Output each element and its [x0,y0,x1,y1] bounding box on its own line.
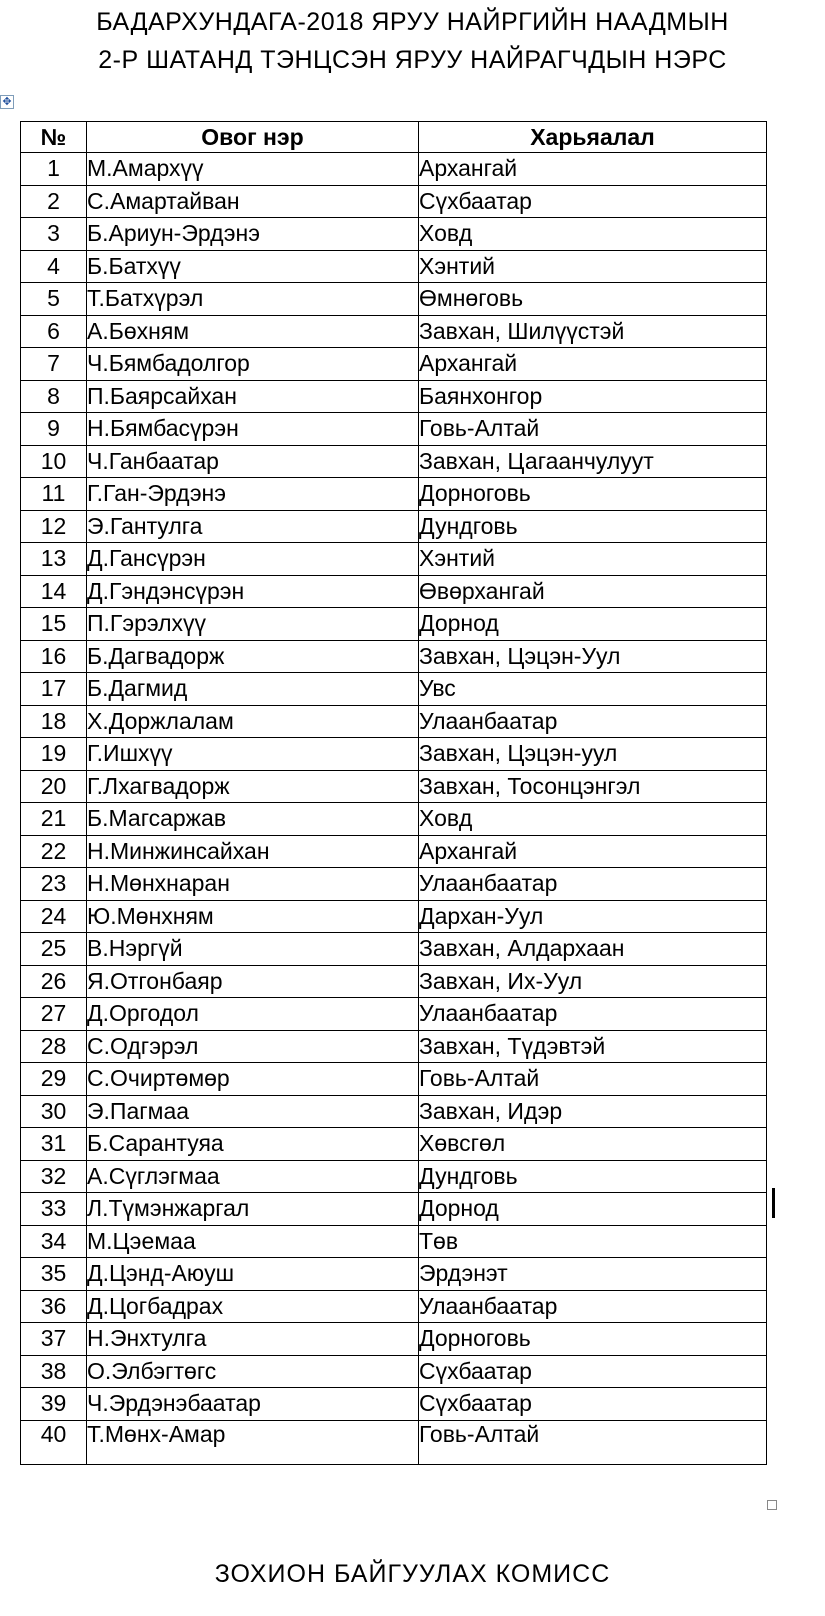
row-number-cell[interactable]: 32 [21,1160,87,1193]
poet-region-cell[interactable]: Архангай [419,835,767,868]
table-row [21,705,767,738]
table-row [21,1030,767,1063]
table-row [21,1095,767,1128]
row-number-cell[interactable]: 31 [21,1128,87,1161]
row-number-cell[interactable]: 8 [21,380,87,413]
poet-region-cell[interactable]: Архангай [419,348,767,381]
row-number-cell[interactable]: 4 [21,250,87,283]
poet-name-cell[interactable]: Н.Минжинсайхан [87,835,419,868]
poet-region-cell[interactable]: Увс [419,673,767,706]
poet-region-cell[interactable]: Улаанбаатар [419,1290,767,1323]
poet-region-cell[interactable]: Дорнод [419,608,767,641]
table-row [21,1388,767,1421]
row-number-cell[interactable]: 24 [21,900,87,933]
poet-name-cell[interactable]: В.Нэргүй [87,933,419,966]
poet-region-cell[interactable]: Говь-Алтай [419,1063,767,1096]
poet-name-cell[interactable]: Ч.Эрдэнэбаатар [87,1388,419,1421]
poet-name-cell[interactable]: О.Элбэгтөгс [87,1355,419,1388]
row-number-cell[interactable]: 10 [21,445,87,478]
poet-name-cell[interactable]: Г.Лхагвадорж [87,770,419,803]
row-number-cell[interactable]: 39 [21,1388,87,1421]
poet-name-cell[interactable]: Н.Мөнхнаран [87,868,419,901]
poet-name-cell[interactable]: С.Амартайван [87,185,419,218]
document-title-line1: БАДАРХУНДАГА-2018 ЯРУУ НАЙРГИЙН НААДМЫН [96,8,729,36]
table-row [21,835,767,868]
poet-name-cell[interactable]: Э.Пагмаа [87,1095,419,1128]
poet-region-cell[interactable]: Сүхбаатар [419,1388,767,1421]
row-number-cell[interactable]: 34 [21,1225,87,1258]
table-row [21,770,767,803]
row-number-cell[interactable]: 22 [21,835,87,868]
poet-name-cell[interactable]: Б.Дагмид [87,673,419,706]
poet-name-cell[interactable]: С.Очиртөмөр [87,1063,419,1096]
table-row [21,445,767,478]
table-row [21,348,767,381]
poet-region-cell[interactable]: Архангай [419,153,767,186]
poet-region-cell[interactable]: Завхан, Шилүүстэй [419,315,767,348]
poet-name-cell[interactable]: Г.Ишхүү [87,738,419,771]
row-number-cell[interactable]: 28 [21,1030,87,1063]
poet-name-cell[interactable]: М.Амархүү [87,153,419,186]
row-number-cell[interactable]: 3 [21,218,87,251]
table-row [21,803,767,836]
table-resize-handle-icon[interactable] [767,1500,777,1510]
poet-region-cell[interactable]: Завхан, Их-Уул [419,965,767,998]
table-row [21,673,767,706]
poet-name-cell[interactable]: А.Бөхням [87,315,419,348]
row-number-cell[interactable]: 14 [21,575,87,608]
poet-region-cell[interactable]: Эрдэнэт [419,1258,767,1291]
row-number-cell[interactable]: 18 [21,705,87,738]
poet-region-cell[interactable]: Завхан, Алдархаан [419,933,767,966]
poet-region-cell[interactable]: Хэнтий [419,543,767,576]
row-number-cell[interactable]: 7 [21,348,87,381]
poet-region-cell[interactable]: Завхан, Цагаанчулуут [419,445,767,478]
row-number-cell[interactable]: 9 [21,413,87,446]
poet-region-cell[interactable]: Говь-Алтай [419,413,767,446]
row-number-cell[interactable]: 30 [21,1095,87,1128]
poet-name-cell[interactable]: Я.Отгонбаяр [87,965,419,998]
poet-name-cell[interactable]: Б.Ариун-Эрдэнэ [87,218,419,251]
row-number-cell[interactable]: 23 [21,868,87,901]
poet-name-cell[interactable]: Д.Цэнд-Аюуш [87,1258,419,1291]
table-row [21,1420,767,1464]
table-row [21,640,767,673]
poet-region-cell[interactable]: Завхан, Идэр [419,1095,767,1128]
row-number-cell[interactable]: 35 [21,1258,87,1291]
poet-region-cell[interactable]: Дундговь [419,510,767,543]
poet-region-cell[interactable]: Ховд [419,803,767,836]
table-header-row [21,122,767,153]
poet-name-cell[interactable]: Х.Доржлалам [87,705,419,738]
table-row [21,1160,767,1193]
table-row [21,933,767,966]
row-number-cell[interactable]: 12 [21,510,87,543]
poet-name-cell[interactable]: Г.Ган-Эрдэнэ [87,478,419,511]
poet-name-cell[interactable]: Ч.Ганбаатар [87,445,419,478]
poet-region-cell[interactable]: Хөвсгөл [419,1128,767,1161]
poet-region-cell[interactable]: Дорноговь [419,1323,767,1356]
poet-name-cell[interactable]: Д.Гансүрэн [87,543,419,576]
poet-name-cell[interactable]: М.Цэемаа [87,1225,419,1258]
poet-region-cell[interactable]: Улаанбаатар [419,998,767,1031]
poet-name-cell[interactable]: Д.Гэндэнсүрэн [87,575,419,608]
poet-region-cell[interactable]: Ховд [419,218,767,251]
table-row [21,738,767,771]
poets-table [20,121,767,1465]
poet-name-cell[interactable]: Ч.Бямбадолгор [87,348,419,381]
poet-region-cell[interactable]: Улаанбаатар [419,868,767,901]
poet-region-cell[interactable]: Завхан, Цэцэн-Уул [419,640,767,673]
row-number-cell[interactable]: 20 [21,770,87,803]
poet-name-cell[interactable]: Л.Түмэнжаргал [87,1193,419,1226]
column-header-name: Овог нэр [87,122,419,153]
table-row [21,1258,767,1291]
poet-name-cell[interactable]: Б.Дагвадорж [87,640,419,673]
table-row [21,868,767,901]
table-row [21,1323,767,1356]
poet-region-cell[interactable]: Баянхонгор [419,380,767,413]
poet-region-cell[interactable]: Улаанбаатар [419,705,767,738]
row-number-cell[interactable]: 16 [21,640,87,673]
poet-name-cell[interactable]: Б.Магсаржав [87,803,419,836]
poet-region-cell[interactable]: Сүхбаатар [419,185,767,218]
document-title-line2: 2-Р ШАТАНД ТЭНЦСЭН ЯРУУ НАЙРАГЧДЫН НЭРС [98,46,727,74]
row-number-cell[interactable]: 6 [21,315,87,348]
poet-name-cell[interactable]: Т.Батхүрэл [87,283,419,316]
table-move-handle-icon[interactable]: ✥ [0,95,14,109]
table-row [21,1128,767,1161]
poet-region-cell[interactable]: Төв [419,1225,767,1258]
poet-name-cell[interactable]: А.Сүглэгмаа [87,1160,419,1193]
poet-name-cell[interactable]: Э.Гантулга [87,510,419,543]
table-row [21,413,767,446]
row-number-cell[interactable]: 37 [21,1323,87,1356]
table-row [21,1355,767,1388]
table-row [21,283,767,316]
row-number-cell[interactable]: 33 [21,1193,87,1226]
row-number-cell[interactable]: 27 [21,998,87,1031]
poet-name-cell[interactable]: П.Баярсайхан [87,380,419,413]
poet-region-cell[interactable]: Өмнөговь [419,283,767,316]
table-row [21,218,767,251]
row-number-cell[interactable]: 2 [21,185,87,218]
poet-name-cell[interactable]: Б.Батхүү [87,250,419,283]
row-number-cell[interactable]: 19 [21,738,87,771]
table-row [21,1063,767,1096]
row-number-cell[interactable]: 1 [21,153,87,186]
poet-region-cell[interactable]: Завхан, Түдэвтэй [419,1030,767,1063]
table-row [21,1225,767,1258]
poet-region-cell[interactable]: Говь-Алтай [419,1420,767,1464]
poet-region-cell[interactable]: Завхан, Цэцэн-уул [419,738,767,771]
poet-region-cell[interactable]: Завхан, Тосонцэнгэл [419,770,767,803]
table-row [21,543,767,576]
poet-name-cell[interactable]: Д.Оргодол [87,998,419,1031]
table-row [21,185,767,218]
poet-name-cell[interactable]: Ю.Мөнхням [87,900,419,933]
poet-region-cell[interactable]: Дархан-Уул [419,900,767,933]
poet-name-cell[interactable]: Т.Мөнх-Амар [87,1420,419,1464]
poet-region-cell[interactable]: Хэнтий [419,250,767,283]
poet-name-cell[interactable]: С.Одгэрэл [87,1030,419,1063]
table-row [21,315,767,348]
poet-region-cell[interactable]: Дорноговь [419,478,767,511]
table-row [21,608,767,641]
table-row [21,575,767,608]
poet-name-cell[interactable]: Н.Бямбасүрэн [87,413,419,446]
row-number-cell[interactable]: 36 [21,1290,87,1323]
table-row [21,998,767,1031]
table-row [21,1290,767,1323]
row-number-cell[interactable]: 21 [21,803,87,836]
poet-name-cell[interactable]: Б.Сарантуяа [87,1128,419,1161]
column-header-region: Харьяалал [419,122,767,153]
row-number-cell[interactable]: 17 [21,673,87,706]
text-cursor [772,1188,775,1218]
column-header-number: № [21,122,87,153]
row-number-cell[interactable]: 13 [21,543,87,576]
table-row [21,380,767,413]
poet-name-cell[interactable]: П.Гэрэлхүү [87,608,419,641]
row-number-cell[interactable]: 11 [21,478,87,511]
row-number-cell[interactable]: 15 [21,608,87,641]
table-row [21,900,767,933]
poet-region-cell[interactable]: Сүхбаатар [419,1355,767,1388]
poet-name-cell[interactable]: Д.Цогбадрах [87,1290,419,1323]
row-number-cell[interactable]: 25 [21,933,87,966]
poet-region-cell[interactable]: Дундговь [419,1160,767,1193]
table-row [21,478,767,511]
poet-region-cell[interactable]: Өвөрхангай [419,575,767,608]
row-number-cell[interactable]: 40 [21,1420,87,1464]
row-number-cell[interactable]: 5 [21,283,87,316]
table-row [21,510,767,543]
table-row [21,965,767,998]
organizing-committee-label: ЗОХИОН БАЙГУУЛАХ КОМИСС [214,1560,611,1588]
table-row [21,153,767,186]
row-number-cell[interactable]: 29 [21,1063,87,1096]
table-row [21,250,767,283]
poet-name-cell[interactable]: Н.Энхтулга [87,1323,419,1356]
table-row [21,1193,767,1226]
poet-region-cell[interactable]: Дорнод [419,1193,767,1226]
row-number-cell[interactable]: 38 [21,1355,87,1388]
row-number-cell[interactable]: 26 [21,965,87,998]
